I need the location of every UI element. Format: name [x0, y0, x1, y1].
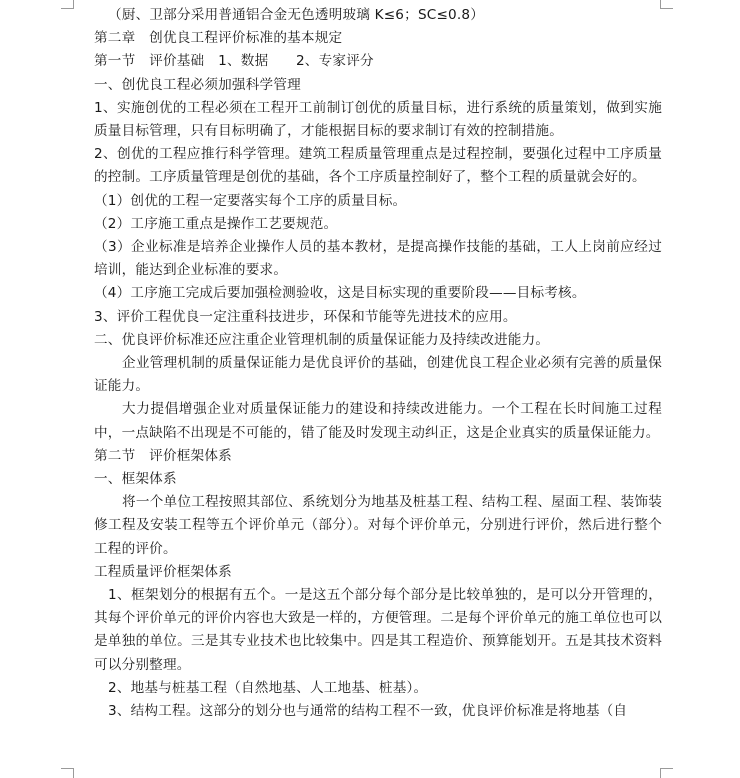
subheading-framework: 一、框架体系: [94, 471, 177, 488]
paragraph-assurance-basis: 企业管理机制的质量保证能力是优良评价的基础，创建优良工程企业必须有完善的质量保证能力。: [94, 355, 662, 395]
subheading-quality-framework: 工程质量评价框架体系: [94, 563, 232, 580]
section-heading-1: 第一节 评价基础 1、数据 2、专家评分: [94, 53, 374, 70]
paragraph-division-basis: 1、框架划分的根据有五个。一是这五个部分每个部分是比较单独的，是可以分开管理的，其每个评价单元的评价内容也大致是一样的，方便管理。二是每个评价单元的施工单位也可以是单独的单位。三是其专业技术也比较集中。四是其工程造价、预算能划开。五是其技术资料可以分别整理。: [94, 587, 662, 673]
crop-mark-top-left: [61, 0, 74, 9]
list-item-1: （1）创优的工程一定要落实每个工序的质量目标。: [94, 192, 407, 209]
paragraph-item-2: 2、创优的工程应推行科学管理。建筑工程质量管理重点是过程控制，要强化过程中工序质量的控制。工序质量管理是创优的基础，各个工序质量控制好了，整个工程的质量就会好的。: [94, 146, 662, 186]
paragraph-structure: 3、结构工程。这部分的划分也与通常的结构工程不一致，优良评价标准是将地基（自: [108, 703, 628, 720]
subheading-quality-assurance: 二、优良评价标准还应注重企业管理机制的质量保证能力及持续改进能力。: [94, 331, 550, 348]
list-item-2: （2）工序施工重点是操作工艺要规范。: [94, 215, 338, 232]
list-item-4: （4）工序施工完成后要加强检测验收，这是目标实现的重要阶段——目标考核。: [94, 285, 586, 302]
paragraph-item-3: 3、评价工程优良一定注重科技进步，环保和节能等先进技术的应用。: [94, 308, 517, 325]
section-heading-2: 第二节 评价框架体系: [94, 447, 232, 464]
paragraph-foundation: 2、地基与桩基工程（自然地基、人工地基、桩基）。: [108, 679, 428, 696]
paragraph-glass-note: （厨、卫部分采用普通铝合金无色透明玻璃 K≤6；SC≤0.8）: [108, 7, 485, 23]
subheading-management: 一、创优良工程必须加强科学管理: [94, 76, 301, 93]
document-body: [94, 4, 662, 723]
list-item-3: （3）企业标准是培养企业操作人员的基本教材，是提高操作技能的基础，工人上岗前应经过培训，能达到企业标准的要求。: [94, 239, 662, 279]
paragraph-continuous-improvement: 大力提倡增强企业对质量保证能力的建设和持续改进能力。一个工程在长时间施工过程中，一点缺陷不出现是不可能的，错了能及时发现主动纠正，这是企业真实的质量保证能力。: [94, 401, 662, 441]
chapter-heading: 第二章 创优良工程评价标准的基本规定: [94, 30, 343, 47]
paragraph-framework-units: 将一个单位工程按照其部位、系统划分为地基及桩基工程、结构工程、屋面工程、装饰装修工程及安装工程等五个评价单元（部分）。对每个评价单元，分别进行评价，然后进行整个工程的评价。: [94, 494, 662, 557]
paragraph-item-1: 1、实施创优的工程必须在工程开工前制订创优的质量目标，进行系统的质量策划，做到实施质量目标管理，只有目标明确了，才能根据目标的要求制订有效的控制措施。: [94, 99, 662, 140]
